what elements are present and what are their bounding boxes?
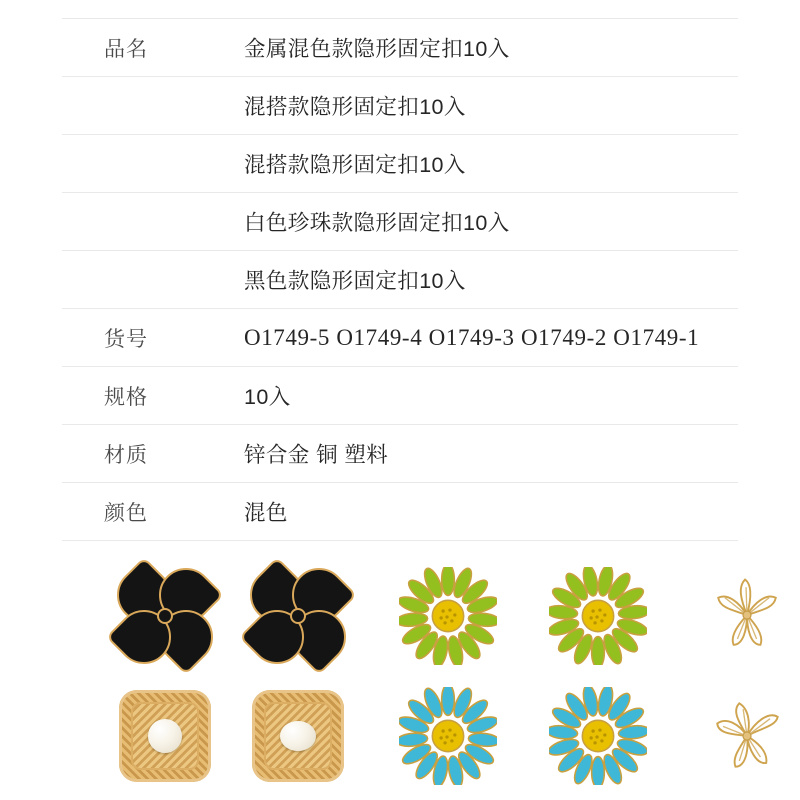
product-item-clover-black-1	[112, 557, 218, 675]
spec-label	[62, 77, 216, 135]
spec-value: 混搭款隐形固定扣10入	[216, 77, 738, 135]
gallery-row-bottom	[0, 676, 800, 796]
table-row	[62, 483, 738, 541]
spec-value: 白色珍珠款隐形固定扣10入	[216, 193, 738, 251]
spec-label: 规格	[62, 367, 216, 425]
spec-label	[62, 193, 216, 251]
pearl-bead	[148, 719, 182, 753]
product-item-daisy-green-1	[395, 557, 501, 675]
spec-value: 黑色款隐形固定扣10入	[216, 251, 738, 309]
spec-label	[62, 251, 216, 309]
table-row	[62, 251, 738, 309]
spec-label	[62, 135, 216, 193]
pearl-bead	[280, 721, 316, 751]
table-row	[62, 309, 738, 367]
daisy-flower-icon	[549, 567, 647, 665]
spec-value: 10入	[216, 367, 738, 425]
product-item-lily-white-1	[694, 557, 800, 675]
daisy-flower-icon	[549, 687, 647, 785]
spec-label: 货号	[62, 309, 216, 367]
product-item-lily-white-2	[694, 677, 800, 795]
table-row	[62, 367, 738, 425]
product-item-daisy-green-2	[545, 557, 651, 675]
daisy-flower-icon	[399, 687, 497, 785]
gallery-row-top	[0, 556, 800, 676]
product-gallery	[0, 548, 800, 800]
product-item-daisy-blue-2	[545, 677, 651, 795]
table-row	[62, 425, 738, 483]
daisy-flower-icon	[399, 567, 497, 665]
pearl-square-icon	[119, 690, 211, 782]
spec-value: 混搭款隐形固定扣10入	[216, 135, 738, 193]
table-row	[62, 135, 738, 193]
clover-flower-icon	[117, 568, 213, 664]
pearl-square-icon	[252, 690, 344, 782]
table-row	[62, 77, 738, 135]
product-item-clover-black-2	[246, 557, 352, 675]
table-row	[62, 193, 738, 251]
spec-value: 混色	[216, 483, 738, 541]
table-row	[62, 19, 738, 77]
product-item-pearl-square-2	[246, 677, 352, 795]
product-item-pearl-square-1	[112, 677, 218, 795]
product-item-daisy-blue-1	[395, 677, 501, 795]
clover-flower-icon	[250, 568, 346, 664]
lily-flower-icon	[699, 568, 795, 664]
spec-label: 品名	[62, 19, 216, 77]
spec-value: 锌合金 铜 塑料	[216, 425, 738, 483]
spec-value: 金属混色款隐形固定扣10入	[216, 19, 738, 77]
spec-table	[62, 18, 738, 541]
lily-flower-icon	[699, 688, 795, 784]
spec-label: 颜色	[62, 483, 216, 541]
spec-label: 材质	[62, 425, 216, 483]
spec-value-item-codes: O1749-5 O1749-4 O1749-3 O1749-2 O1749-1	[216, 309, 738, 367]
